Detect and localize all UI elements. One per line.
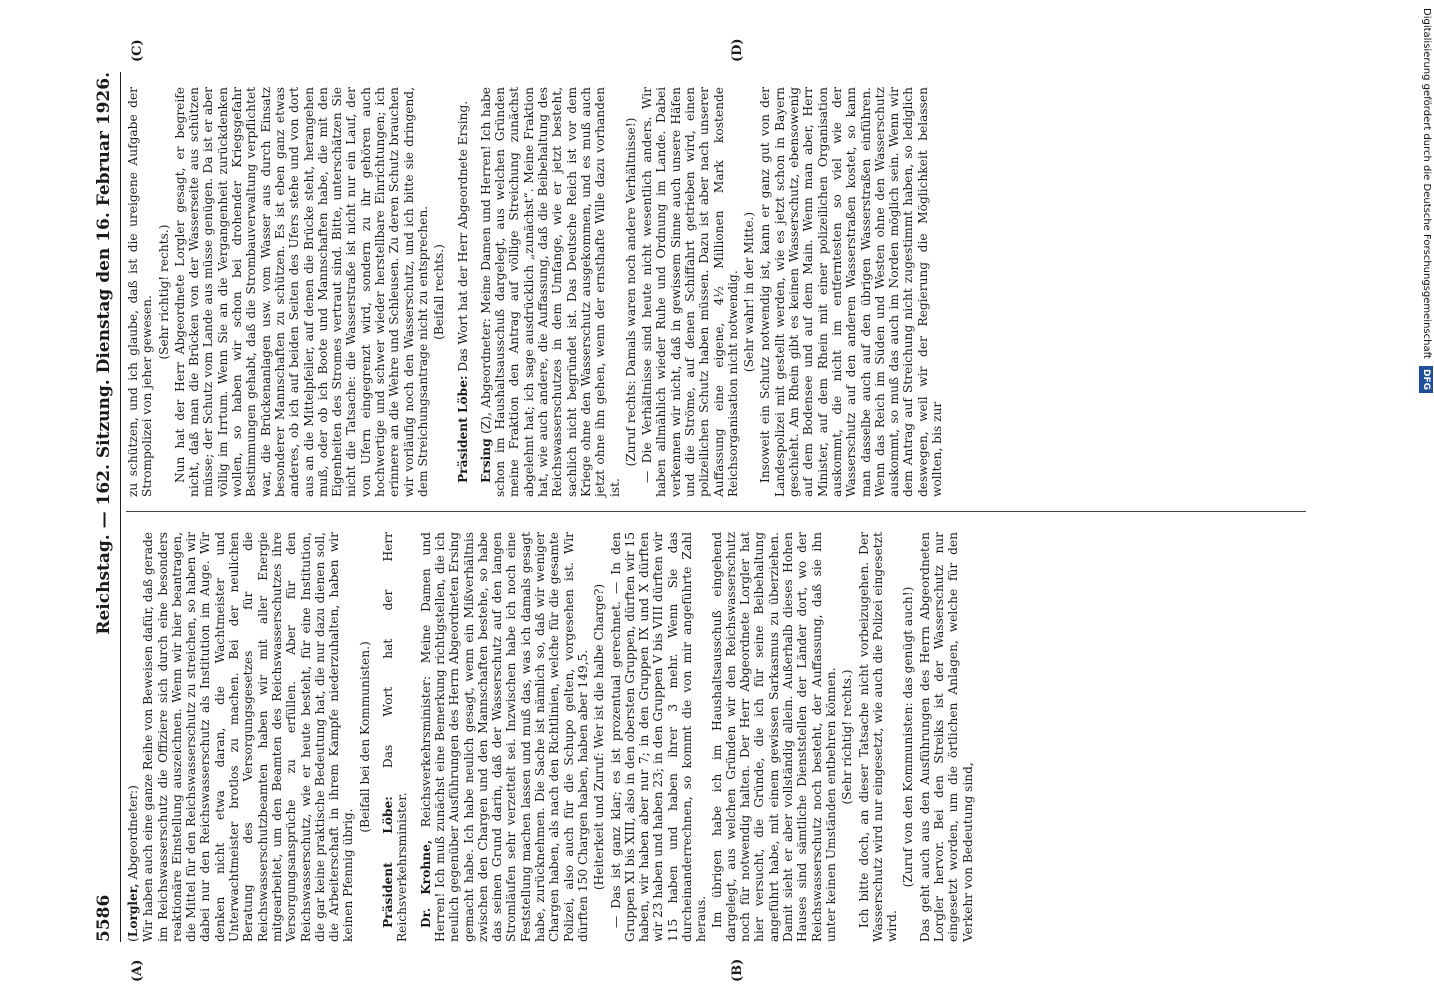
interjection [432,87,446,497]
margin-marker-c: (C) [130,39,145,62]
paragraph [173,87,430,497]
paragraph-text: Abgeordneter:) [126,785,140,884]
margin-marker-a: (A) [130,959,145,982]
speaker-name: Dr. Krohne, [418,839,433,928]
digitization-text-wrap [1419,8,1433,994]
paragraph-text: Das geht auch aus den Ausführungen des Herrn Abgeordneten Lorgler hervor. Bei den Streiks ist der Wasserschutz nur eingesetzt worden, um die örtlichen Anlagen, welche für den Verkehr von Bedeutung sind, [917,532,975,942]
paragraph [141,532,355,942]
speaker-paragraph [419,532,591,942]
paragraph [758,87,944,497]
speaker-paragraph [381,532,410,942]
dfg-logo: DFG [1419,366,1433,393]
digitization-text: Digitalisierung gefördert durch die Deutsche Forschungsgemeinschaft [1421,8,1432,359]
paragraph [857,532,900,942]
page-header [90,72,121,942]
paragraph-text: Reichsverkehrsminister: Meine Damen und Herren! Ich muß zunächst eine Bemerkung richtigstellen, die ich neulich gegenüber Ausführungen des Herrn Abgeordneten Ersing gemacht habe. Ich habe neulich gesagt, wenn ein Mißverhältnis zwischen den Chargen und den Mannschaften bestehe, so habe das seinen Grund darin, daß der Wasserschutz auf den langen Stromläufen sehr verzettelt sei. Inzwischen habe ich noch eine Feststellung machen lassen und muß das, was ich damals gesagt habe, zurücknehmen. Die Sache ist nämlich so, daß wir weniger Chargen haben, als nach den Richtlinien, welche für die gesamte Polizei, also auch für die Schupo gelten, vorgesehen ist. Wir dürften 150 Chargen haben, haben aber 149,5. [418,532,590,942]
speaker-paragraph [479,87,622,497]
page-number: 5586 [94,894,114,942]
column-divider [126,511,1306,512]
interjection [624,87,638,497]
paragraph-lead: ( [126,937,140,942]
paragraph [918,532,975,942]
speaker-name: Ersing [478,438,493,483]
interjection [157,87,171,497]
paragraph-text: — Die Verhältnisse sind heute nicht wesentlich anders. Wir haben allmählich wieder Ruhe und Ordnung im Lande. Dabei verkennen wir nicht, daß in gewissem Sinne auch unsere Häfen und die Ströme, auf denen Schiffahrt getrieben wird, einen polizeilichen Schutz haben müssen. Dazu ist aber nach unserer Auffassung eine eigene, 4½ Millionen Mark kostende Reichsorganisation nicht notwendig. [640,87,740,497]
paragraph-text: — Das ist ganz klar; es ist prozentual gerechnet. — In den Gruppen XI bis XIII, also in den obersten Gruppen, dürften wir 15 haben, wir haben aber nur 7; in den Gruppen IX und X dürften wir 23 haben und haben 23; in den Gruppen V bis VIII dürften wir 115 haben und haben ihrer 3 mehr. Wenn Sie das durcheinanderrechnen, so kommt die von mir angeführte Zahl heraus. [608,532,709,942]
paragraph-text: Im übrigen habe ich im Haushaltsausschuß eingehend dargelegt, aus welchen Gründen wir den Reichswasserschutz noch für notwendig halten. Der Herr Abgeordnete Lorgler hat hier versucht, die Gründe, die ich für seine Beibehaltung angeführt habe, mit einem gewissen Sarkasmus zu überziehen. Damit sieht er aber vollständig allein. Außerhalb dieses Hohen Hauses sind sämtliche Dienststellen der Länder dort, wo der Reichswasserschutz noch besteht, der Auffassung, daß sie ihn unter keinen Umständen entbehren können. [709,532,838,942]
interjection [358,532,372,942]
paragraph-text: Wir haben auch eine ganze Reihe von Beweisen dafür, daß gerade im Reichswasserschutz die Offiziere sich durch eine besonders reaktionäre Einstellung auszeichnen. Wenn wir hier beantragen, die Mittel für den Reichswasserschutz zu streichen, so haben wir dabei nur den Reichswasserschutz als Institution im Auge. Wir denken nicht etwa daran, die Wachtmeister und Unterwachtmeister brotlos zu machen. Bei der neulichen Beratung des Versorgungsgesetzes für die Reichswasserschutzbeamten haben wir mit aller Energie mitgearbeitet, um den Beamten des Reichswasserschutzes ihre Versorgungsansprüche zu erfüllen. Aber für den Reichswasserschutz, wie er heute besteht, für eine Institution, die gar keine praktische Bedeutung hat, die nur dazu dienen soll, die Arbeiterschaft in ihrem Kampfe niederzuhalten, haben wir keinen Pfennig übrig. [141,532,356,942]
paragraph-text: (Beifall rechts.) [432,244,447,340]
margin-marker-d: (D) [730,38,745,62]
left-column [126,532,1326,942]
digitization-notice [1420,8,1434,994]
interjection [742,87,756,497]
right-column [126,87,1326,497]
speaker-paragraph [126,532,140,942]
paragraph-text: (Heiterkeit und Zuruf: Wer ist die halbe Charge?) [592,583,607,891]
speaker-name: Präsident Löbe: [455,375,470,483]
paragraph-text: (Sehr wahr! in der Mitte.) [742,211,757,373]
paragraph-text: (Beifall bei den Kommunisten.) [357,641,372,833]
speaker-name: Präsident Löbe: [381,796,396,928]
paragraph-text: Das Wort hat der Herr Reichsverkehrsminister. [381,532,410,942]
paragraph-text: Ich bitte doch, an dieser Tatsache nicht vorbeizugehen. Der Wasserschutz wird nur eingesetzt, wie auch die Polizei eingesetzt wird. [856,532,900,942]
paragraph-text: Nun hat der Herr Abgeordnete Lorgler gesagt, er begreife nicht, daß man die Brücken von der Wasserseite aus schützen müsse; der Schutz vom Lande aus müsse genügen. Da ist er aber völlig im Irrtum. Wenn Sie an die Vergangenheit zurückdenken wollen, so haben wir schon bei drohender Kriegsgefahr Bestimmungen gehabt, daß die Strombauverwaltung verpflichtet war, die Brückenanlagen usw. vom Wasser aus durch Einsatz besonderer Mannschaften zu schützen. Es ist eben ganz etwas anderes, ob ich auf beiden Seiten des Ufers stehe und von dort aus an die Mittelpfeiler, auf denen die Brücke steht, herangehen muß, oder ob ich Boote und Mannschaften habe, die mit den Eigenheiten des Stromes vertraut sind. Bitte, unterschätzen Sie nicht die Tatsache: die Wasserstraße ist nicht nur ein Lauf, der von Ufern eingegrenzt wird, sondern zu ihr gehören auch hochwertige und schwer wieder herstellbare Einrichtungen; ich erinnere an die Wehre und Schleusen. Zu deren Schutz brauchen wir vorläufig noch den Wasserschutz, und ich bitte sie dringend, dem Streichungsantrage nicht zu entsprechen. [172,87,430,497]
paragraph-text: Das Wort hat der Herr Abgeordnete Ersing. [455,100,470,376]
paragraph-text: (Zuruf von den Kommunisten: das genügt auch!) [901,586,916,888]
paragraph [710,532,839,942]
paragraph [640,87,740,497]
interjection [840,532,854,942]
paragraph [609,532,709,942]
session-title: Reichstag. — 162. Sitzung. [94,379,114,635]
page-content [90,38,1340,982]
interjection [592,532,606,942]
speaker-paragraph [456,87,470,497]
paragraph-text: Insoweit ein Schutz notwendig ist, kann er ganz gut von der Landespolizei mit gestellt werden, wie es jetzt schon in Bayern geschieht. Am Rhein gibt es keinen Wasserschutz, ebensowenig auf dem Bodensee und auf dem Main. Wenn man aber, Herr Minister, auf dem Rhein mit einer polizeilichen Organisation auskommt, die nicht im entferntesten so viel wie der Wasserschutz auf den anderen Wasserstraßen kostet, so kann man dasselbe auch auf den übrigen Wasserstraßen einführen. Wenn das Reich im Süden und Westen ohne den Wasserschutz auskommt, so muß das auch im Norden möglich sein. Wenn wir dem Antrag auf Streichung nicht zugestimmt haben, so lediglich deswegen, weil wir der Regierung die Möglichkeit belassen wollten, bis zur [758,87,945,497]
interjection [901,532,915,942]
paragraph-text: (Z), Abgeordneter: Meine Damen und Herren! Ich habe schon im Haushaltsausschuß dargelegt, aus welchen Gründen meine Fraktion den Antrag auf völlige Streichung zunächst abgelehnt hat; ich sage ausdrücklich „zunächst“. Meine Fraktion hat, wie auch andere, die Auffassung, daß die Beibehaltung des Reichswasserschutzes in dem Umfange, wie er jetzt besteht, sachlich nicht begründet ist. Das Deutsche Reich ist vor dem Kriege ohne den Wasserschutz ausgekommen, und es muß auch jetzt ohne ihn gehen, wenn der ernsthafte Wille dazu vorhanden ist. [478,87,622,497]
paragraph-text: (Zuruf rechts: Damals waren noch andere Verhältnisse!) [623,117,638,467]
paragraph-text: (Sehr richtig! rechts.) [840,669,855,805]
paragraph-text: zu schützen, und ich glaube, daß ist die ureigene Aufgabe der Strompolizei von jeher gewesen. [126,87,155,497]
session-date: Dienstag den 16. Februar 1926. [94,72,114,374]
speaker-name: Lorgler, [126,883,140,938]
margin-marker-b: (B) [730,958,745,982]
paragraph [126,87,155,497]
paragraph-text: (Sehr richtig! rechts.) [156,224,171,360]
